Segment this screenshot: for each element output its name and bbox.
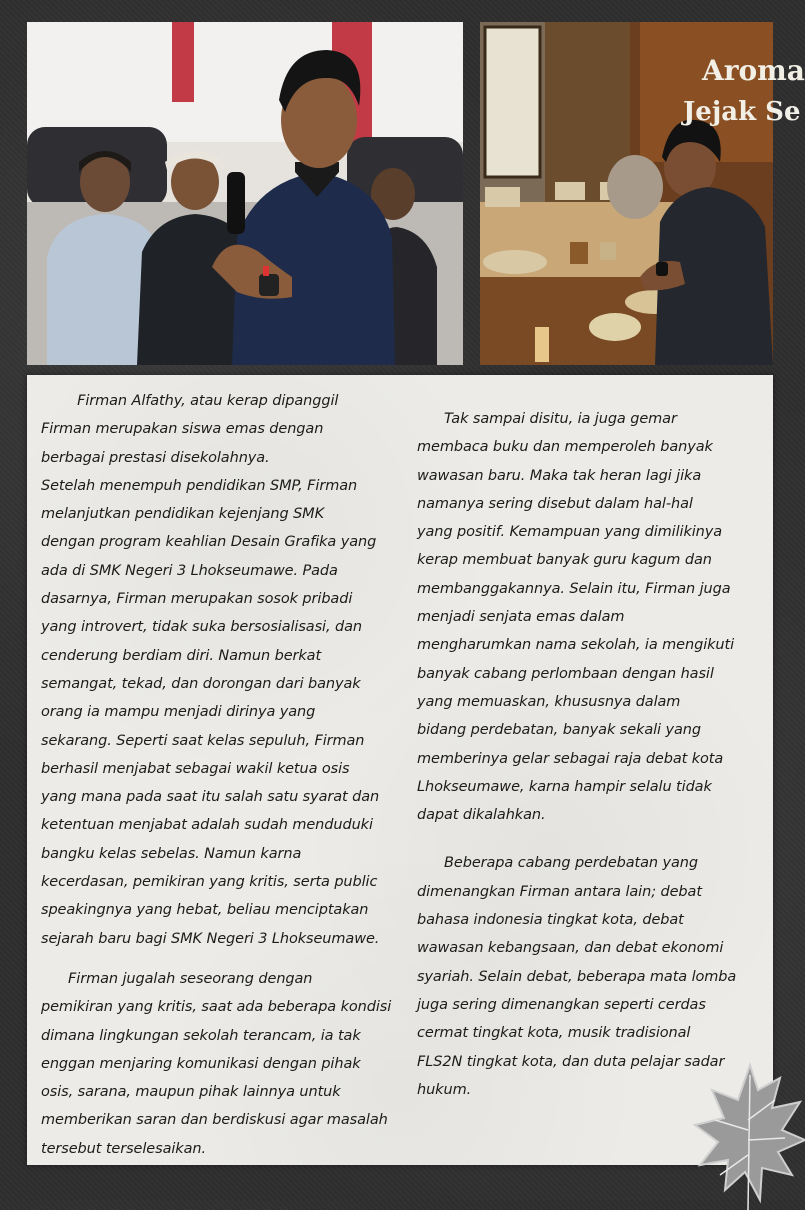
paragraph-gap [41, 953, 401, 965]
right-line: bahasa indonesia tingkat kota, debat [417, 912, 684, 929]
left-line: ketentuan menjabat adalah sudah menduduki [41, 817, 373, 834]
left-line: pemikiran yang kritis, saat ada beberapa kondisi [41, 999, 392, 1016]
left-line: berbagai prestasi disekolahnya. [41, 449, 270, 466]
right-line: kerap membuat banyak guru kagum dan [417, 552, 712, 569]
right-line: yang memuaskan, khususnya dalam [417, 693, 681, 710]
right-line: Tak sampai disitu, ia juga gemar [417, 411, 677, 427]
right-line: memberinya gelar sebagai raja debat kota [417, 750, 724, 767]
left-line: speakingnya yang hebat, beliau menciptakan [41, 902, 369, 919]
right-line: syariah. Selain debat, beberapa mata lomba [417, 968, 737, 985]
left-line: enggan menjaring komunikasi dengan pihak [41, 1055, 361, 1072]
right-line: membanggakannya. Selain itu, Firman juga [417, 580, 731, 597]
left-line: sejarah baru bagi SMK Negeri 3 Lhokseumawe. [41, 930, 380, 947]
museum-photo-illustration [480, 22, 805, 365]
right-line: FLS2N tingkat kota, dan duta pelajar sadar [417, 1053, 725, 1070]
right-line: Lhokseumawe, karna hampir selalu tidak [417, 778, 712, 795]
right-line: bidang perdebatan, banyak sekali yang [417, 722, 701, 739]
left-line: yang introvert, tidak suka bersosialisasi, dan [41, 619, 362, 636]
left-line: bangku kelas sebelas. Namun karna [41, 845, 302, 862]
left-line: yang mana pada saat itu salah satu syarat dan [41, 789, 380, 806]
right-line: menjadi senjata emas dalam [417, 609, 625, 626]
left-line: Firman Alfathy, atau kerap dipanggil [41, 393, 339, 409]
left-line: kecerdasan, pemikiran yang kritis, serta public [41, 874, 378, 891]
paragraph-gap [417, 829, 767, 849]
photo-museum-display [480, 22, 805, 365]
left-line: dasarnya, Firman merupakan sosok pribadi [41, 591, 353, 608]
photo-speaker-with-microphone [27, 22, 463, 365]
speaker-photo-illustration [27, 22, 463, 365]
left-line: dengan program keahlian Desain Grafika yang [41, 534, 377, 551]
museum-sign-line-2: Jejak Se [683, 97, 801, 127]
museum-sign-line-1: Aroma [702, 54, 805, 87]
left-line: berhasil menjabat sebagai wakil ketua osis [41, 760, 350, 777]
right-line: yang positif. Kemampuan yang dimilikinya [417, 524, 723, 541]
decorative-leaf-icon [690, 1060, 805, 1210]
right-line: juga sering dimenangkan seperti cerdas [417, 996, 706, 1013]
left-line: Firman merupakan siswa emas dengan [41, 421, 324, 438]
left-line: ada di SMK Negeri 3 Lhokseumawe. Pada [41, 562, 338, 579]
right-line: hukum. [417, 1081, 472, 1098]
left-line: dimana lingkungan sekolah terancam, ia tak [41, 1027, 361, 1044]
right-line: wawasan kebangsaan, dan debat ekonomi [417, 940, 724, 957]
right-line: wawasan baru. Maka tak heran lagi jika [417, 467, 702, 484]
right-line: membaca buku dan memperoleh banyak [417, 439, 713, 456]
left-line: tersebut terselesaikan. [41, 1140, 206, 1157]
right-line: Beberapa cabang perdebatan yang [417, 855, 698, 872]
left-line: osis, sarana, maupun pihak lainnya untuk [41, 1084, 341, 1101]
left-line: Setelah menempuh pendidikan SMP, Firman [41, 477, 358, 494]
left-line: sekarang. Seperti saat kelas sepuluh, Firman [41, 732, 365, 749]
left-line: semangat, tekad, dan dorongan dari banyak [41, 675, 361, 692]
right-text-column [417, 405, 767, 1104]
left-line: melanjutkan pendidikan kejenjang SMK [41, 506, 324, 523]
right-line: cermat tingkat kota, musik tradisional [417, 1025, 691, 1042]
left-text-column [41, 387, 401, 1163]
right-line: dimenangkan Firman antara lain; debat [417, 883, 702, 900]
left-line: cenderung berdiam diri. Namun berkat [41, 647, 322, 664]
left-line: Firman jugalah seseorang dengan [41, 970, 313, 987]
right-line: dapat dikalahkan. [417, 807, 546, 824]
left-line: memberikan saran dan berdiskusi agar masalah [41, 1112, 388, 1129]
right-line: mengharumkan nama sekolah, ia mengikuti [417, 637, 735, 654]
text-panel [27, 375, 773, 1165]
right-line: banyak cabang perlombaan dengan hasil [417, 665, 714, 682]
right-line: namanya sering disebut dalam hal-hal [417, 495, 693, 512]
left-line: orang ia mampu menjadi dirinya yang [41, 704, 316, 721]
